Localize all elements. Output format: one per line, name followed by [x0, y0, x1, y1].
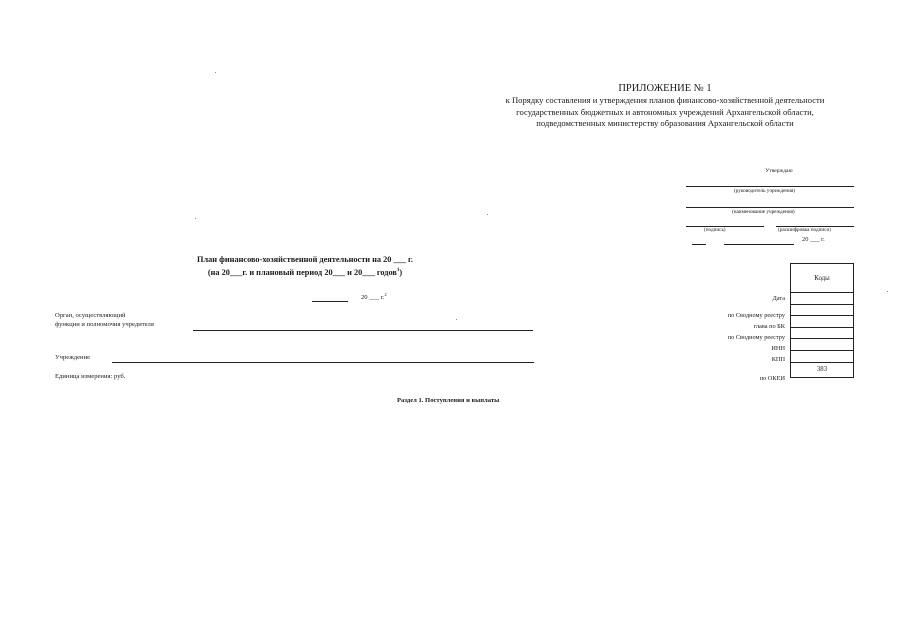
plan-footnote-2: 2 — [384, 292, 387, 297]
scan-speck — [195, 218, 196, 219]
appendix-line-3: подведомственных министерству образования Архангельской области — [536, 118, 794, 128]
plan-date — [361, 292, 387, 301]
institution-label: Учреждение — [55, 354, 91, 361]
scan-speck — [215, 72, 216, 73]
plan-subtitle-close: ) — [399, 268, 403, 277]
organ-label-1: Орган, осуществляющий — [55, 312, 126, 319]
codes-label-okei: по ОКЕИ — [759, 375, 785, 382]
codes-cell-bk[interactable] — [791, 316, 854, 328]
organ-label-2: функции и полномочия учредителя — [55, 321, 154, 328]
plan-date-text: 20 ___ г. — [361, 294, 385, 302]
signature-caption: (подпись) — [704, 227, 726, 233]
head-signature-line[interactable] — [686, 186, 854, 187]
plan-footnote-1: 1 — [396, 268, 400, 274]
unit-label: Единица измерения: руб. — [55, 373, 126, 380]
appendix-line-1: к Порядку составления и утверждения планов финансово-хозяйственной деятельности — [505, 95, 825, 105]
decryption-caption: (расшифровка подписи) — [778, 227, 831, 233]
codes-cell-registry-2[interactable] — [791, 327, 854, 339]
appendix-number: ПРИЛОЖЕНИЕ № 1 — [618, 83, 712, 94]
codes-cell-registry-1[interactable] — [791, 304, 854, 316]
approval-date-suffix: 20 ___ г. — [802, 236, 825, 243]
plan-title: План финансово-хозяйственной деятельности на 20 ___ г. — [197, 255, 413, 264]
appendix-header — [430, 82, 900, 130]
section-title: Раздел 1. Поступления и выплаты — [397, 397, 500, 404]
scan-speck — [456, 319, 457, 320]
codes-label-bk: глава по БК — [753, 323, 785, 330]
codes-label-date: Дата — [772, 295, 785, 302]
codes-cell-inn[interactable] — [791, 339, 854, 351]
institution-field[interactable] — [112, 362, 534, 363]
appendix-line-2: государственных бюджетных и автономных учреждений Архангельской области, — [516, 106, 814, 117]
plan-subtitle — [160, 268, 450, 277]
institution-name-caption: (наименование учреждения) — [732, 209, 795, 215]
codes-cell-okei[interactable]: 383 — [791, 362, 854, 377]
organ-field[interactable] — [193, 330, 533, 331]
codes-label-inn: ИНН — [771, 345, 785, 352]
codes-cell-date[interactable] — [791, 293, 854, 305]
plan-subtitle-text: (на 20___г. и плановый период 20___ и 20___ годов — [207, 268, 397, 277]
codes-label-kpp: КПП — [771, 356, 785, 363]
codes-table — [790, 263, 854, 378]
codes-label-registry-1: по Сводному реестру — [727, 312, 785, 319]
codes-label-registry-2: по Сводному реестру — [727, 334, 785, 341]
codes-cell-kpp[interactable] — [791, 350, 854, 362]
plan-date-line[interactable] — [312, 301, 348, 302]
month-line[interactable] — [724, 244, 794, 245]
codes-header: Коды — [791, 264, 854, 293]
head-caption: (руководитель учреждения) — [734, 188, 796, 194]
institution-name-line[interactable] — [686, 207, 854, 208]
day-line[interactable] — [692, 244, 706, 245]
scan-speck — [487, 214, 488, 215]
approval-block — [684, 168, 854, 243]
scan-speck — [887, 291, 888, 292]
approval-heading: Утверждаю — [765, 168, 793, 174]
